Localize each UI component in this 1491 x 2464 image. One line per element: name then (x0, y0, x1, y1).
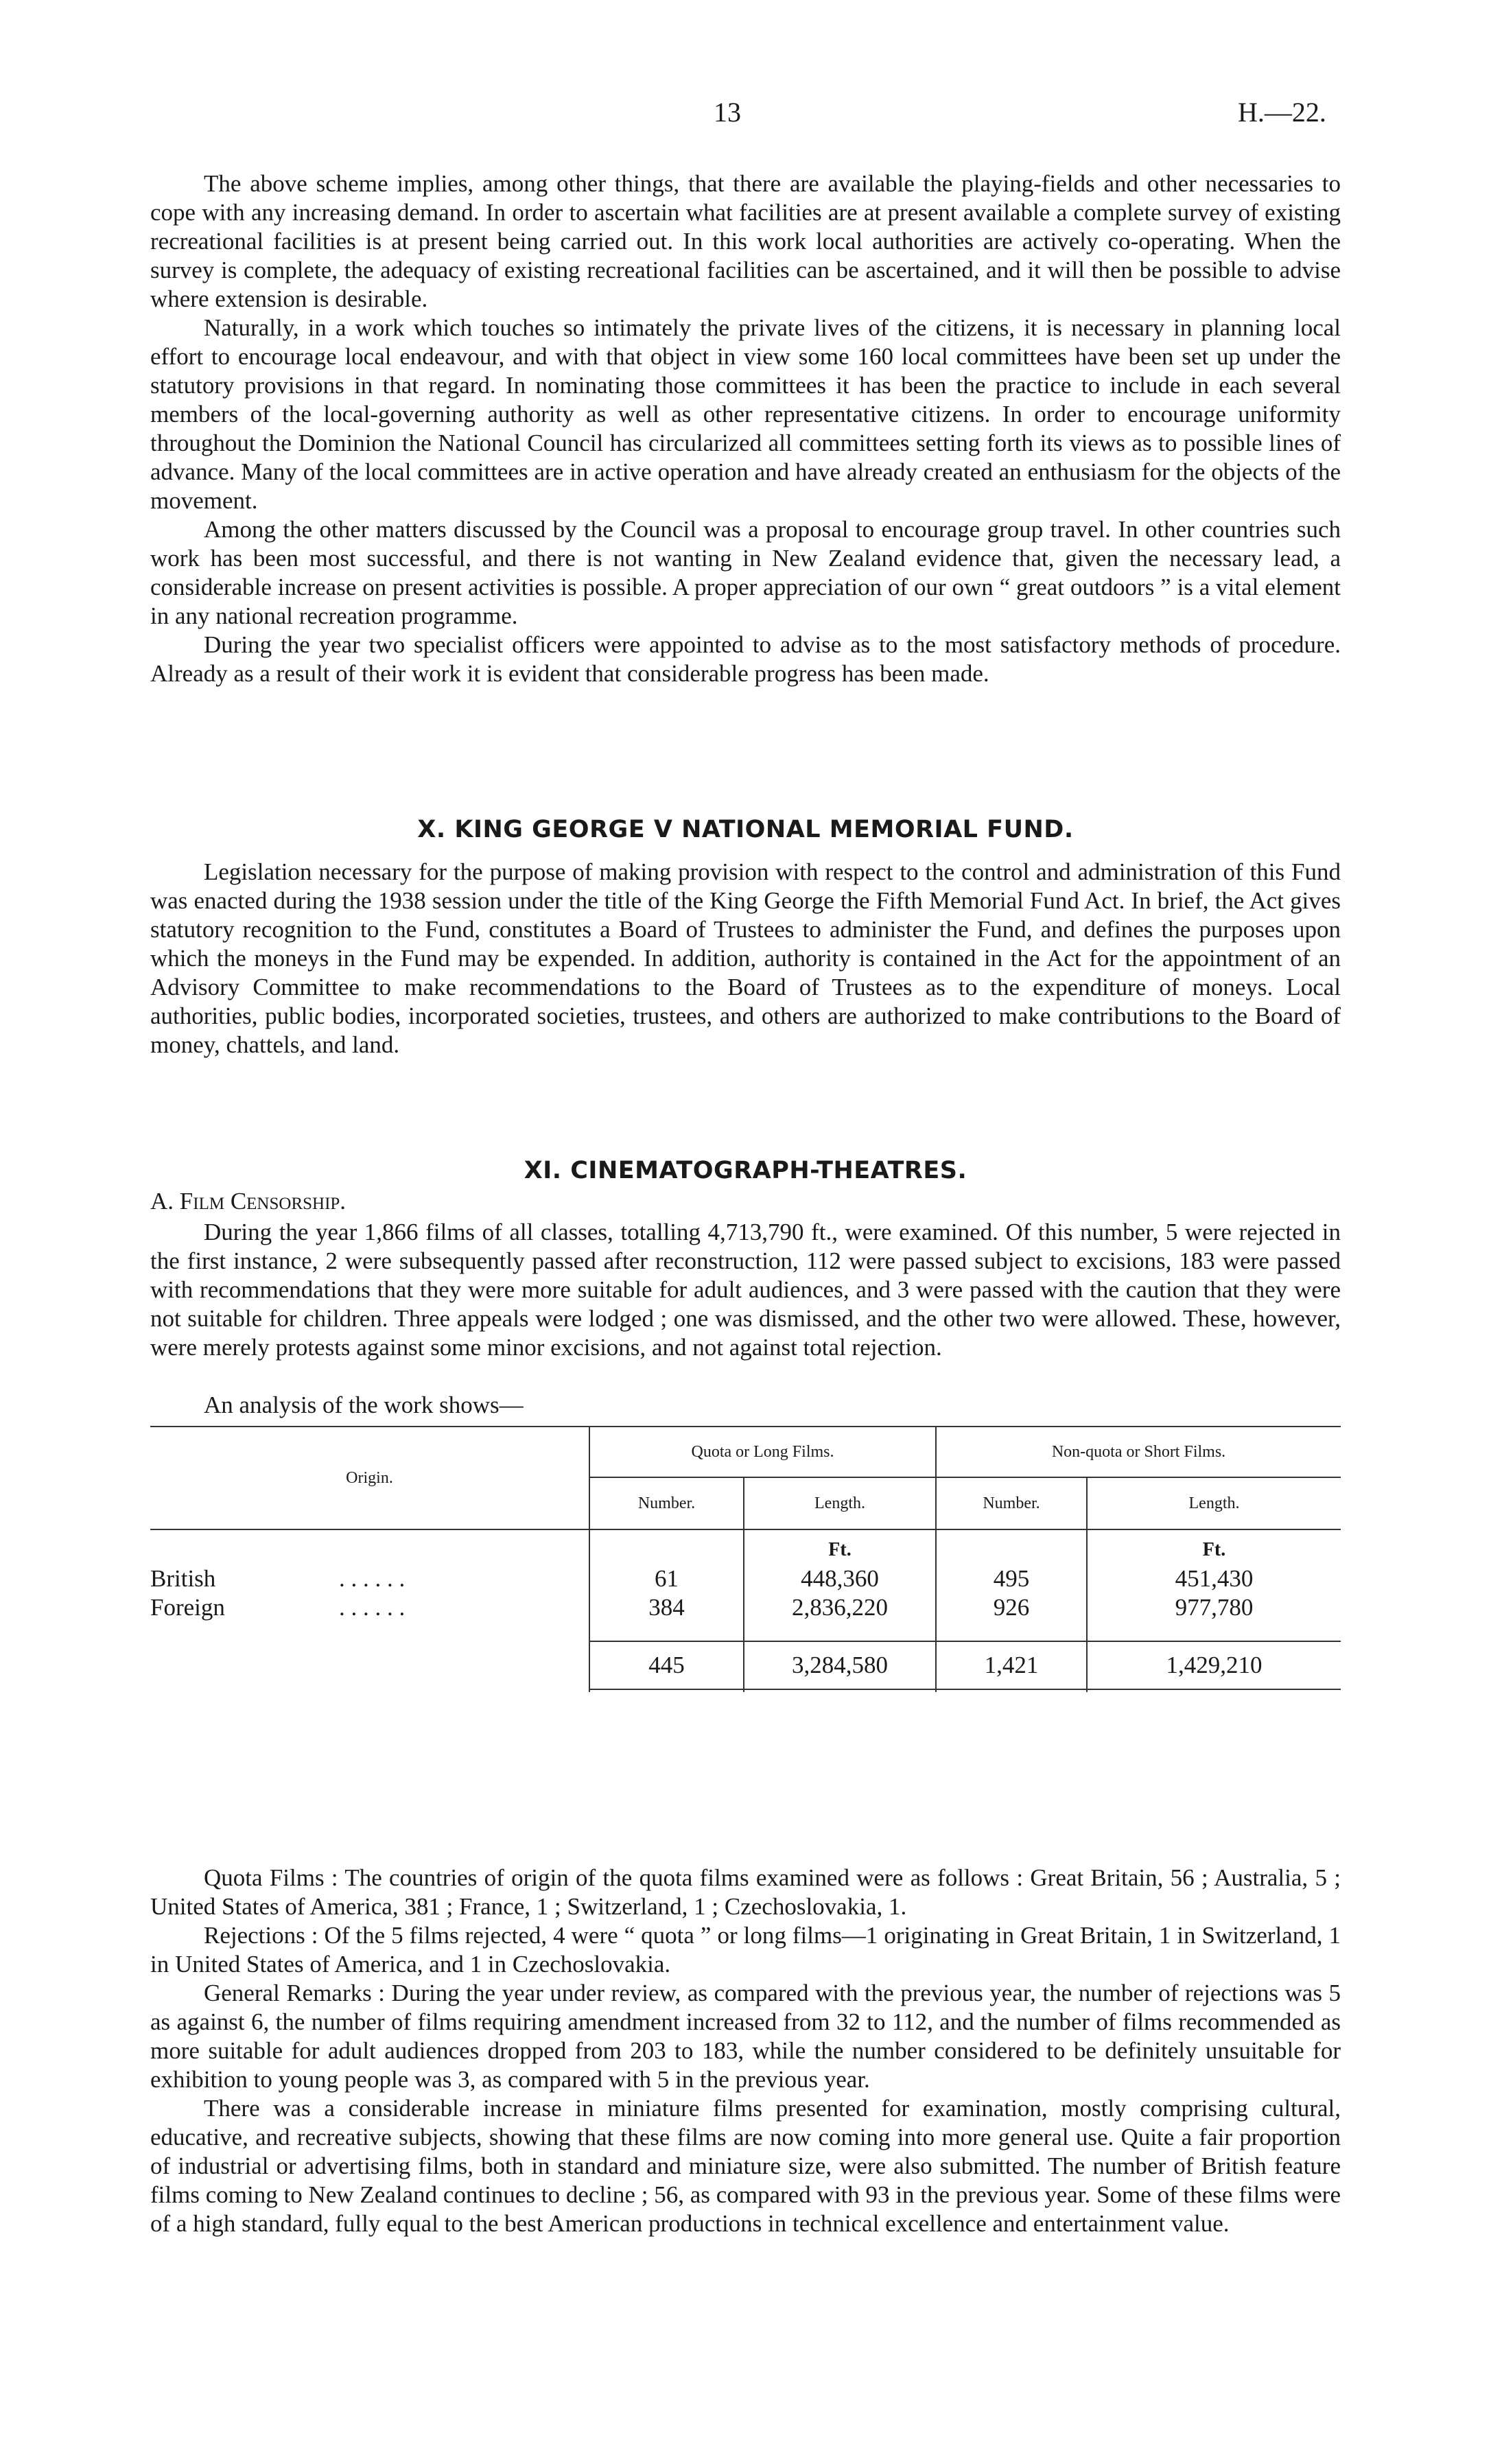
origin-header: Origin. (346, 1469, 393, 1487)
quota-header: Quota or Long Films. (589, 1427, 936, 1477)
origin-cell: British (150, 1565, 216, 1592)
remarks-section (150, 1864, 1341, 2238)
leader-dots: . . . . . . (339, 1594, 406, 1621)
nonquota-length-header: Length. (1087, 1477, 1341, 1529)
paragraph: Among the other matters discussed by the Council was a proposal to encourage group travel. In other countries such work has been most successful, and there is not wanting in New Zealand evidence that, given the necessary lead, a considerable increase on present activities is possible. A proper appreciation of our own “ great outdoors ” is a vital element in any national recreation programme. (150, 516, 1341, 629)
paragraph: Naturally, in a work which touches so intimately the private lives of the citizens, it is necessary in planning local effort to encourage local endeavour, and with that object in view some 160 local committees have been set up under the statutory provisions in that regard. In nominating those committees it has been the practice to include in each several members of the local-governing authority as well as other representative citizens. In order to encourage uniformity throughout the Dominion the National Council has circularized all committees setting forth its views as to possible lines of advance. Many of the local committees are in active operation and have already created an enthusiasm for the objects of the movement. (150, 314, 1341, 514)
paragraph: Quota Films : The countries of origin of the quota films examined were as follows : Great Britain, 56 ; Australia, 5 ; United States of America, 381 ; France, 1 ; Switzerland, 1 ; Czechoslovakia, 1. (150, 1864, 1341, 1920)
paragraph: Legislation necessary for the purpose of making provision with respect to the control and administration of this Fund was enacted during the 1938 session under the title of the King George the Fifth Memorial Fund Act. In brief, the Act gives statutory recognition to the Fund, constitutes a Board of Trustees to administer the Fund, and defines the purposes upon which the moneys in the Fund may be expended. In addition, authority is contained in the Act for the appointment of an Advisory Committee to make recommendations to the Board of Trustees as to the expenditure of moneys. Local authorities, public bodies, incorporated societies, trustees, and others are authorized to make contributions to the Board of money, chattels, and land. (150, 858, 1341, 1058)
quota-length-header: Length. (744, 1477, 936, 1529)
intro-section (150, 169, 1341, 688)
page-header (0, 96, 1491, 130)
unit-label: Ft. (1087, 1529, 1341, 1564)
paragraph: During the year 1,866 films of all classes, totalling 4,713,790 ft., were examined. Of this number, 5 were rejected in the first instance, 2 were subsequently passed after reconstruction, 112 were passed subject to excisions, 183 were passed with recommendations that they were more suitable for adult audiences, and 3 were passed with the caution that they were not suitable for children. Three appeals were lodged ; one was dismissed, and the other two were allowed. These, however, were merely protests against some minor excisions, and not against total rejection. (150, 1219, 1341, 1361)
nonquota-number-total: 1,421 (936, 1641, 1087, 1689)
film-analysis-table (150, 1426, 1341, 1692)
analysis-intro: An analysis of the work shows— (204, 1392, 524, 1418)
page-number: 13 (714, 97, 741, 128)
nonquota-number-header: Number. (936, 1477, 1087, 1529)
unit-label: Ft. (744, 1529, 936, 1564)
table-row (150, 1564, 1341, 1593)
section-heading: XI. CINEMATOGRAPH-THEATRES. (524, 1157, 967, 1184)
paragraph: There was a considerable increase in miniature films presented for examination, mostly comprising cultural, educative, and recreative subjects, showing that these films are now coming into more general use. Quite a fair proportion of industrial or advertising films, both in standard and miniature size, were also submitted. The number of British feature films coming to New Zealand continues to decline ; 56, as compared with 93 in the previous year. Some of these films were of a high standard, fully equal to the best American productions in technical excellence and entertainment value. (150, 2095, 1341, 2237)
quota-length-cell: 448,360 (744, 1564, 936, 1593)
quota-number-cell: 384 (589, 1593, 744, 1622)
leader-dots: . . . . . . (339, 1565, 406, 1592)
section-x-body (150, 858, 1341, 1059)
paragraph: Rejections : Of the 5 films rejected, 4 were “ quota ” or long films—1 originating in Great Britain, 1 in Switzerland, 1 in United States of America, and 1 in Czechoslovakia. (150, 1922, 1341, 1978)
nonquota-length-cell: 977,780 (1087, 1593, 1341, 1622)
section-heading: X. KING GEORGE V NATIONAL MEMORIAL FUND. (417, 816, 1074, 843)
nonquota-number-cell: 495 (936, 1564, 1087, 1593)
totals-row (150, 1641, 1341, 1689)
table-row (150, 1593, 1341, 1622)
paragraph: General Remarks : During the year under review, as compared with the previous year, the number of rejections was 5 as against 6, the number of films requiring amendment increased from 32 to 112, and the number of films recommended as more suitable for adult audiences dropped from 203 to 183, while the number considered to be definitely unsuitable for exhibition to young people was 3, as compared with 5 in the previous year. (150, 1980, 1341, 2093)
section-xi-body (150, 1218, 1341, 1362)
nonquota-number-cell: 926 (936, 1593, 1087, 1622)
paragraph: During the year two specialist officers were appointed to advise as to the most satisfactory methods of procedure. Already as a result of their work it is evident that considerable progress has been made. (150, 631, 1341, 687)
quota-number-total: 445 (589, 1641, 744, 1689)
document-reference: H.—22. (1238, 97, 1326, 128)
nonquota-length-total: 1,429,210 (1087, 1641, 1341, 1689)
quota-length-total: 3,284,580 (744, 1641, 936, 1689)
origin-cell: Foreign (150, 1594, 225, 1621)
nonquota-length-cell: 451,430 (1087, 1564, 1341, 1593)
quota-number-cell: 61 (589, 1564, 744, 1593)
nonquota-header: Non-quota or Short Films. (936, 1427, 1341, 1477)
quota-length-cell: 2,836,220 (744, 1593, 936, 1622)
subsection-heading: A. Film Censorship. (150, 1188, 347, 1215)
paragraph: The above scheme implies, among other things, that there are available the playing-fields and other necessaries to cope with any increasing demand. In order to ascertain what facilities are at present available a complete survey of existing recreational facilities is at present being carried out. In this work local authorities are actively co-operating. When the survey is complete, the adequacy of existing recreational facilities can be ascertained, and it will then be possible to advise where extension is desirable. (150, 170, 1341, 312)
quota-number-header: Number. (589, 1477, 744, 1529)
